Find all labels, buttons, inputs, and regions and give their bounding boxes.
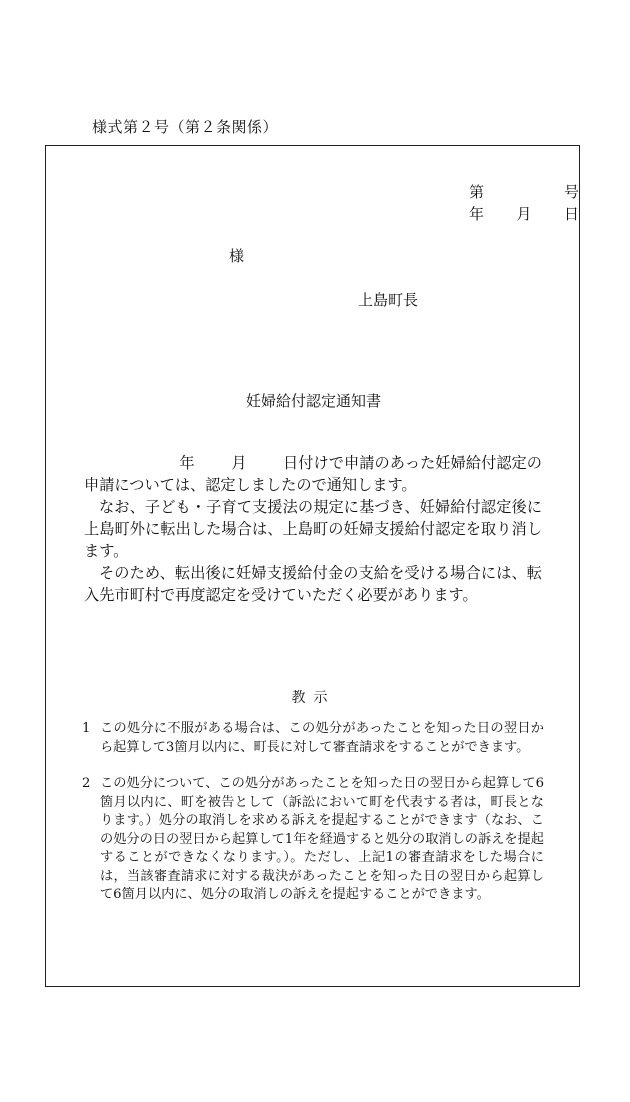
number-prefix: 第 bbox=[469, 183, 485, 201]
document-number-line bbox=[469, 181, 579, 202]
appeal-notice-title: 教示 bbox=[291, 690, 336, 706]
appeal-notice-list bbox=[82, 720, 544, 923]
appeal-notice-number: 1 bbox=[82, 721, 91, 736]
issue-date-line bbox=[422, 203, 579, 224]
date-month: 月 bbox=[516, 205, 532, 223]
appeal-notice-number: 2 bbox=[82, 776, 91, 791]
appeal-notice-text: この処分について、この処分があったことを知った日の翌日から起算して6箇月以内に、町を被告として（訴訟において町を代表する者は，町長となります。）処分の取消しを求める訴えを提起することができます（なお、この処分の日の翌日から起算して1年を経過すると処分の取消しの訴えを提起することができなくなります。）。ただし、上記1の審査請求をした場合には，当該審査請求に対する裁決があったことを知った日の翌日から起算して6箇月以内に、処分の取消しの訴えを提起することができます。 bbox=[100, 776, 544, 902]
form-number-label: 様式第２号（第２条関係） bbox=[92, 118, 279, 136]
appeal-notice-item bbox=[82, 775, 544, 905]
issuer-name: 上島町長 bbox=[358, 291, 419, 309]
application-year: 年 bbox=[179, 454, 195, 472]
application-month: 月 bbox=[231, 454, 247, 472]
appeal-notice-text: この処分に不服がある場合は、この処分があったことを知った日の翌日から起算して3箇月以内に、町長に対して審査請求をすることができます。 bbox=[100, 721, 544, 755]
notice-body bbox=[84, 452, 542, 606]
body-paragraph-1-text: 日付けで申請のあった妊婦給付認定の申請については、認定しましたので通知します。 bbox=[84, 454, 542, 494]
date-year: 年 bbox=[469, 205, 485, 223]
number-suffix: 号 bbox=[563, 183, 579, 201]
date-day: 日 bbox=[563, 205, 579, 223]
addressee: 様 bbox=[229, 247, 245, 265]
body-paragraph-1 bbox=[84, 452, 542, 496]
appeal-notice-item bbox=[82, 720, 544, 757]
body-paragraph-2: なお、子ども・子育て支援法の規定に基づき、妊婦給付認定後に上島町外に転出した場合は、上島町の妊婦支援給付認定を取り消します。 bbox=[84, 498, 543, 560]
body-paragraph-3: そのため、転出後に妊婦支援給付金の支給を受ける場合には、転入先市町村で再度認定を受けていただく必要があります。 bbox=[84, 564, 542, 604]
document-frame bbox=[45, 145, 580, 987]
document-title: 妊婦給付認定通知書 bbox=[245, 392, 381, 410]
